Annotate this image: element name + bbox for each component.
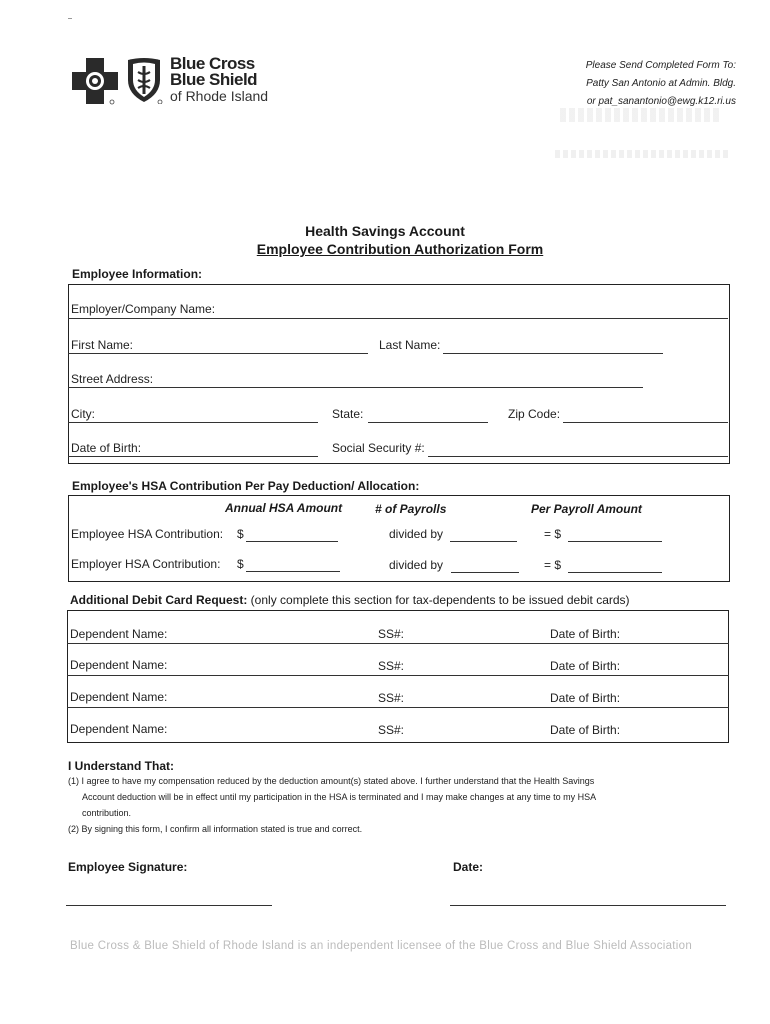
debit-card-heading-bold: Additional Debit Card Request: <box>70 593 248 607</box>
debit-card-heading-note: (only complete this section for tax-dependents to be issued debit cards) <box>247 593 630 607</box>
date-field[interactable] <box>450 905 726 906</box>
blue-shield-logo-icon <box>124 56 164 104</box>
last-name-field[interactable] <box>443 353 663 354</box>
dob-label: Date of Birth: <box>71 441 142 455</box>
employee-contribution-label: Employee HSA Contribution: <box>71 527 224 541</box>
dependent-name-label-1: Dependent Name: <box>70 627 168 641</box>
employee-equals: = $ <box>544 527 562 541</box>
first-name-field[interactable] <box>68 353 368 354</box>
understand-item-1c: contribution. <box>82 808 132 818</box>
col-per-payroll: Per Payroll Amount <box>531 502 642 516</box>
employee-per-payroll-field[interactable] <box>568 541 662 542</box>
employee-dollar-sign: $ <box>237 527 244 541</box>
contribution-heading: Employee's HSA Contribution Per Pay Deduction/ Allocation: <box>72 479 420 493</box>
brand-line-3: of Rhode Island <box>170 88 269 104</box>
faded-stamp-2 <box>555 150 730 158</box>
employer-dollar-sign: $ <box>237 557 244 571</box>
date-label: Date: <box>453 860 484 874</box>
understand-heading: I Understand That: <box>68 759 175 773</box>
dependent-name-label-4: Dependent Name: <box>70 722 168 736</box>
employee-signature-field[interactable] <box>66 905 272 906</box>
dependent-dob-label-4: Date of Birth: <box>550 723 621 737</box>
brand-line-1: Blue Cross <box>170 54 255 73</box>
street-label: Street Address: <box>71 372 154 386</box>
employer-field[interactable] <box>68 318 728 319</box>
dependent-row-line-1[interactable] <box>67 643 729 644</box>
col-annual-amount: Annual HSA Amount <box>225 501 343 515</box>
state-label: State: <box>332 407 364 421</box>
employee-divided-by: divided by <box>389 527 444 541</box>
employer-label: Employer/Company Name: <box>71 302 216 316</box>
footer-licensee-note: Blue Cross & Blue Shield of Rhode Island is an independent licensee of the Blue Cross and Blue Shield Association <box>70 940 693 952</box>
dependent-ss-label-3: SS#: <box>378 691 405 705</box>
col-num-payrolls: # of Payrolls <box>375 502 447 516</box>
employer-payrolls-field[interactable] <box>451 572 519 573</box>
dependent-dob-label-2: Date of Birth: <box>550 659 621 673</box>
understand-item-2: (2) By signing this form, I confirm all information stated is true and correct. <box>68 824 363 834</box>
brand-name <box>170 56 268 104</box>
blue-cross-logo-icon <box>70 56 120 106</box>
form-subtitle: Employee Contribution Authorization Form <box>256 241 544 257</box>
street-field[interactable] <box>68 387 643 388</box>
understand-text <box>68 773 708 837</box>
send-to-block <box>586 57 736 111</box>
city-label: City: <box>71 407 95 421</box>
state-field[interactable] <box>368 422 488 423</box>
understand-item-1a: (1) I agree to have my compensation reduced by the deduction amount(s) stated above. I further understand that the Health Savings <box>68 776 595 786</box>
dependent-name-label-3: Dependent Name: <box>70 690 168 704</box>
zip-field[interactable] <box>563 422 728 423</box>
dependent-dob-label-1: Date of Birth: <box>550 627 621 641</box>
send-to-line-2: Patty San Antonio at Admin. Bldg. <box>586 78 736 89</box>
first-name-label: First Name: <box>71 338 134 352</box>
dob-field[interactable] <box>68 456 318 457</box>
dependent-name-label-2: Dependent Name: <box>70 658 168 672</box>
dependent-dob-label-3: Date of Birth: <box>550 691 621 705</box>
last-name-label: Last Name: <box>379 338 441 352</box>
employee-info-heading: Employee Information: <box>72 267 203 281</box>
faded-stamp <box>560 108 720 122</box>
send-to-line-3: or pat_sanantonio@ewg.k12.ri.us <box>586 96 736 107</box>
dependent-ss-label-4: SS#: <box>378 723 405 737</box>
employee-annual-field[interactable] <box>246 541 338 542</box>
debit-card-heading <box>70 593 630 607</box>
form-title: Health Savings Account <box>305 223 465 239</box>
employer-equals: = $ <box>544 558 562 572</box>
employer-per-payroll-field[interactable] <box>568 572 662 573</box>
city-field[interactable] <box>68 422 318 423</box>
dependent-ss-label-1: SS#: <box>378 627 405 641</box>
send-to-line-1: Please Send Completed Form To: <box>585 60 736 71</box>
brand-line-2: Blue Shield <box>170 70 258 89</box>
employee-payrolls-field[interactable] <box>450 541 517 542</box>
employer-contribution-label: Employer HSA Contribution: <box>71 557 221 571</box>
dependent-ss-label-2: SS#: <box>378 659 405 673</box>
ssn-label: Social Security #: <box>332 441 425 455</box>
employer-annual-field[interactable] <box>246 571 340 572</box>
zip-label: Zip Code: <box>508 407 561 421</box>
dependent-row-line-3[interactable] <box>67 707 729 708</box>
understand-item-1b: Account deduction will be in effect until my participation in the HSA is terminated and I may make changes at any time to my HSA <box>82 792 597 802</box>
ssn-field[interactable] <box>428 456 728 457</box>
employer-divided-by: divided by <box>389 558 444 572</box>
employee-signature-label: Employee Signature: <box>68 860 188 874</box>
dependent-row-line-2[interactable] <box>67 675 729 676</box>
scan-mark <box>68 18 72 19</box>
